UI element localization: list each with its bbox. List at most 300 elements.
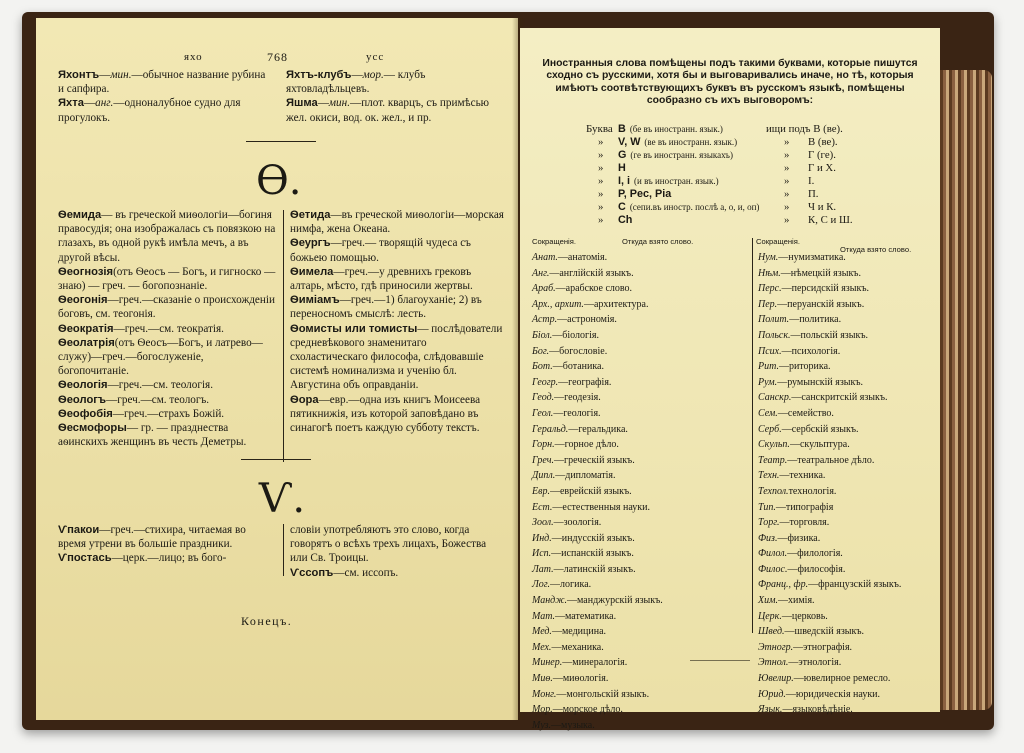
dictionary-entry [58, 378, 276, 392]
abbreviation: Санскр. [758, 392, 792, 404]
abbreviation-row [532, 577, 748, 593]
abbreviation-row [758, 640, 936, 656]
entry-term: Ѳимела [290, 265, 334, 278]
abbreviation: Франц., фр. [758, 579, 809, 591]
abbreviation-meaning: —анатомія. [557, 252, 608, 263]
dictionary-entry: Яхонтъ—мин.—обычное название рубина и сапфира. [58, 69, 266, 96]
dictionary-entry [290, 393, 504, 436]
abbreviation-meaning: —геральдика. [568, 423, 628, 435]
entry-definition: —греч.—стихира, читаемая во время утрени въ большіе праздники. [58, 524, 246, 551]
abbreviation-row [758, 655, 936, 671]
entry-term: Яхта [58, 97, 84, 110]
running-head-left: яхо [184, 51, 203, 63]
abbreviation: Зоол. [532, 517, 554, 529]
abbreviation: Ест. [532, 501, 553, 513]
col-header-abbr: Сокращенія. [532, 237, 576, 246]
latin-letter: P, Pec, Pia [618, 188, 672, 200]
abbreviation-meaning: —этнографія. [793, 641, 853, 653]
dictionary-entry [290, 265, 504, 293]
abbreviation-row [532, 515, 748, 531]
abbreviation: Бот. [532, 361, 553, 373]
abbreviation: Юрид. [758, 688, 786, 700]
abbreviation-row [758, 250, 936, 266]
russian-equivalent: І. [808, 175, 815, 187]
letter-note: (ге въ иностранн. языкахъ) [630, 150, 733, 160]
abbreviation-meaning: —минералогія. [562, 657, 628, 669]
abbreviation: Пер. [758, 298, 778, 310]
abbreviation-meaning: —логика. [550, 579, 592, 591]
entry-term: Ѳора [290, 393, 319, 406]
abbreviation-row [758, 266, 936, 282]
abbreviation: Мед. [532, 626, 552, 638]
abbreviation-meaning: —музыка. [551, 719, 595, 731]
abbreviation-meaning: —санскритскій языкъ. [791, 392, 888, 404]
abbreviation-row [532, 609, 748, 625]
abbreviation: Лог. [532, 579, 551, 591]
russian-equivalent: ищи подъ В (ве). [766, 123, 843, 135]
abbreviation: Нѣм. [758, 267, 781, 279]
abbreviation-row [532, 344, 748, 360]
dictionary-entry [58, 265, 276, 293]
dictionary-entry [58, 322, 276, 336]
entry-term: Ѳетида [290, 209, 331, 221]
page-number: 768 [267, 50, 288, 64]
column-rule [283, 210, 284, 462]
entry-term: Ѵссопъ [290, 566, 334, 579]
entry-term: Ѵпакои [58, 524, 100, 536]
entry-term: Яхонтъ [58, 69, 100, 81]
abbreviation-row [532, 250, 748, 266]
russian-equivalent: Г (ге). [808, 149, 836, 161]
right-page [520, 28, 940, 731]
entry-definition: —евр.—одна изъ книгъ Моисеева пятикнижія, изъ которой заповѣдано въ синагогѣ поетъ каждую субботу текстъ. [290, 393, 481, 435]
abbreviation: Перс. [758, 283, 782, 295]
abbreviation: Рит. [758, 361, 779, 373]
entry-definition: —греч.—сказаніе о происхожденіи боговъ, см. теогонія. [58, 294, 275, 321]
column-rule [283, 524, 284, 576]
abbreviation-meaning: —перуанскій языкъ. [777, 298, 865, 310]
entries-izhitsa-col2 [290, 523, 504, 580]
abbreviation: Рум. [758, 376, 778, 388]
entry-term: Ѳеогнозія [58, 265, 114, 278]
letter-row: » I, i (и въ иностран. язык.) » І. [598, 175, 815, 187]
abbreviation-meaning: —юридическія науки. [785, 688, 881, 700]
dictionary-entry [58, 407, 276, 421]
abbreviation-meaning: —миѳологія. [552, 673, 609, 685]
page-edges [940, 70, 992, 710]
abbreviation-row [532, 297, 748, 313]
abbreviation-meaning: —семейство. [777, 407, 834, 419]
abbreviation-row [532, 531, 748, 547]
abbreviation-row [758, 390, 936, 406]
latin-letter: C [618, 201, 626, 213]
entry-term: Ѳемида [58, 209, 102, 221]
end-mark: Конецъ. [241, 614, 293, 628]
running-head-right: усс [366, 51, 385, 63]
abbreviation-row [758, 468, 936, 484]
abbreviation-row [758, 453, 936, 469]
abbreviation: Муз. [532, 719, 552, 731]
abbreviation: Ювелир. [758, 673, 794, 685]
abbreviation-meaning: —ботаника. [552, 361, 604, 373]
abbreviation-row [532, 655, 748, 671]
abbreviation-meaning: —философія. [787, 563, 846, 575]
page-end-rule [690, 660, 750, 661]
abbreviation: Швед. [758, 626, 785, 638]
letter-note: (ве въ иностранн. язык.) [644, 137, 738, 147]
letters-intro: Буква [586, 123, 613, 135]
abbr-list-col2 [758, 250, 936, 718]
abbreviation: Исп. [532, 548, 552, 560]
abbreviation-meaning: —театральное дѣло. [787, 454, 875, 466]
abbreviation-meaning: —англійскій языкъ. [549, 267, 634, 279]
abbreviation-meaning: —техника. [779, 470, 826, 482]
dictionary-entry [290, 523, 504, 566]
abbreviation: Техн. [758, 470, 780, 482]
entry-definition: — въ греческой миѳологіи—богиня правосудія; она изображалась съ повязкою на глазахъ, въ одной рукѣ имѣла мечъ, а въ другой вѣсы. [58, 209, 276, 264]
abbreviation: Дипл. [532, 470, 556, 482]
entry-definition: (отъ Ѳеосъ — Богъ, и гигноско — знаю) — греч. — богопознаніе. [58, 265, 276, 293]
entry-term: Ѳеократія [58, 322, 114, 335]
abbreviation: Театр. [758, 454, 788, 466]
section-letter-izhitsa: Ѵ. [258, 476, 306, 522]
abbreviation: Греч. [532, 454, 554, 466]
abbreviation-row [532, 390, 748, 406]
abbreviation: Филос. [758, 563, 788, 575]
abbreviation-row [532, 281, 748, 297]
section-divider [246, 141, 316, 142]
dictionary-entry [290, 293, 504, 321]
entry-definition: (отъ Ѳеосъ—Богъ, и латрево—служу)—греч.—богослуженіе, богопочитаніе. [58, 336, 263, 378]
abbreviation-row [758, 515, 936, 531]
entry-definition: —одноналубное судно для прогулокъ. [58, 97, 241, 124]
abbreviation: Араб. [532, 283, 556, 295]
abbreviation-row [532, 562, 748, 578]
abbreviation-meaning: —манджурскій языкъ. [567, 595, 663, 607]
letter-note: (и въ иностран. язык.) [634, 176, 719, 186]
abbreviation: Сем. [758, 407, 778, 419]
abbreviation-meaning: —механика. [551, 641, 604, 653]
abbreviation-row [532, 546, 748, 562]
abbreviation-meaning: —еврейскій языкъ. [549, 485, 632, 497]
entry-definition: —обычное название рубина и сапфира. [58, 69, 266, 96]
abbreviation-row [758, 328, 936, 344]
abbreviation-meaning: —геодезія. [554, 392, 601, 404]
entry-tag: мин. [328, 97, 350, 110]
latin-letter: I, i [618, 175, 630, 187]
entry-term: Ѳомисты или томисты [290, 322, 418, 335]
abbreviation-row [758, 344, 936, 360]
abbreviation-row [532, 422, 748, 438]
abbreviation-row [758, 609, 936, 625]
abbreviation-meaning: —скульптура. [789, 439, 850, 451]
latin-letter: Ch [618, 214, 633, 226]
entry-definition: — клубъ яхтовладѣльцевъ. [286, 69, 426, 96]
abbreviation: Полит. [758, 314, 790, 326]
abbreviation-row [758, 687, 936, 703]
letter-row [618, 123, 928, 136]
abbreviation-row [758, 671, 936, 687]
abbreviation-meaning: —монгольскій языкъ. [556, 688, 650, 700]
abbreviation-meaning: —естественныя науки. [552, 501, 650, 513]
column-rule [752, 238, 753, 633]
entry-term: Ѳиміамъ [290, 294, 340, 307]
abbreviation-meaning: —дипломатія. [555, 470, 616, 482]
abbreviation-meaning: —морское дѣло. [552, 704, 623, 716]
abbreviation-meaning: —шведскій языкъ. [784, 626, 865, 638]
abbreviation: Геральд. [532, 423, 569, 435]
abbreviation-meaning: —типографія [775, 501, 834, 513]
dictionary-entry: Яхтъ-клубъ—мор.— клубъ яхтовладѣльцевъ. [286, 69, 426, 96]
dictionary-entry [58, 336, 276, 379]
abbreviation-row [758, 359, 936, 375]
dictionary-entry: Яшма—мин.—плот. кварцъ, съ примѣсью жел. окиси, вод. ок. жел., и пр. [286, 97, 490, 124]
abbreviation-meaning: —нѣмецкій языкъ. [780, 267, 861, 279]
entry-definition: —греч.— творящій чудеса съ божьею помощью. [290, 237, 471, 264]
letter-row: » C (сепи.въ иностр. послѣ а, о, и, оп) » Ч и К. [598, 201, 837, 213]
entry-definition: —греч.—у древнихъ грековъ алтарь, мѣсто, гдѣ приносили жертвы. [290, 265, 473, 293]
dictionary-entry [58, 208, 276, 265]
abbreviation-meaning: —ювелирное ремесло. [793, 673, 891, 685]
abbreviation-row [758, 577, 936, 593]
abbreviation-meaning: технологія. [788, 485, 837, 497]
entry-tag: мор. [362, 69, 384, 81]
abbreviation: Нум. [758, 252, 779, 263]
dictionary-entry [58, 393, 276, 407]
dictionary-entry [58, 293, 276, 321]
abbreviation-meaning: —астрономія. [557, 314, 617, 326]
letter-note: (бе въ иностранн. язык.) [629, 124, 723, 134]
letter-row: » P, Pec, Pia » П. [598, 188, 819, 200]
abbreviation-meaning: —богословіе. [549, 345, 608, 357]
abbreviation: Мор. [532, 704, 553, 716]
entries-theta-col2 [290, 208, 504, 435]
entries-izhitsa-col1 [58, 523, 276, 566]
abbreviation-row [532, 702, 748, 718]
abbreviation-row [758, 437, 936, 453]
abbreviation-meaning: —психологія. [781, 345, 841, 357]
abbreviation-meaning: —латинскій языкъ. [553, 563, 636, 575]
entry-definition: —въ греческой миѳологіи—морская нимфа, жена Океана. [290, 209, 504, 236]
abbreviation: Горн. [532, 439, 555, 451]
abbreviation-row [532, 375, 748, 391]
abbreviation-meaning: —испанскій языкъ. [551, 548, 634, 560]
abbreviation: Филол. [758, 548, 788, 560]
russian-equivalent: П. [808, 188, 819, 200]
abbreviation: Техпол. [758, 485, 789, 497]
abbreviation: Анат. [532, 252, 558, 263]
abbreviation: Инд. [532, 532, 552, 544]
abbreviation: Геол. [532, 407, 554, 419]
dictionary-entry [290, 208, 504, 236]
entry-definition: —см. иссопъ. [333, 566, 399, 579]
entry-term: Ѳесмофоры [58, 422, 127, 435]
abbreviation-row [758, 593, 936, 609]
abbreviation: Мандж. [532, 595, 568, 607]
abbreviation-meaning: —географія. [558, 376, 612, 388]
abbreviation: Польск. [758, 329, 791, 341]
abbreviation-row [758, 531, 936, 547]
entry-term: Ѳеолатрія [58, 336, 115, 349]
abbreviation-meaning: —медицина. [551, 626, 607, 638]
abbreviation-meaning: —нумизматика. [778, 252, 846, 263]
entry-tag: анг. [95, 97, 114, 110]
abbreviation: Лат. [532, 563, 554, 575]
abbreviation: Мат. [532, 610, 556, 622]
abbreviation-row [758, 281, 936, 297]
col-header-origin-2: Откуда взято слово. [840, 245, 912, 254]
abbreviation-row [532, 687, 748, 703]
russian-equivalent: В (ве). [808, 136, 838, 148]
abbreviation: Торг. [758, 517, 780, 529]
abbreviation-row [758, 375, 936, 391]
abbreviation-meaning: —геологія. [553, 407, 601, 419]
abbreviation-row [532, 593, 748, 609]
abbreviation-meaning: —арабское слово. [555, 283, 633, 295]
dictionary-entry [58, 421, 276, 449]
abbreviation-meaning: —физика. [777, 532, 821, 544]
entry-term: Ѳеологія [58, 379, 108, 392]
russian-equivalent: Ч и К. [808, 201, 837, 213]
abbreviation-meaning: —архитектура. [583, 298, 649, 310]
russian-equivalent: К, С и Ш. [808, 214, 853, 226]
abbreviation-row [758, 702, 936, 718]
abbreviation: Этногр. [758, 641, 794, 653]
abbreviation-row [758, 312, 936, 328]
abbreviation-meaning: —румынскій языкъ. [777, 376, 864, 388]
abbreviation: Мех. [532, 641, 552, 653]
abbreviation-row [758, 500, 936, 516]
entry-definition: словіи употребляютъ это слово, когда говорятъ о всѣхъ трехъ лицахъ, Божества или Св. Троицы. [290, 524, 487, 565]
entry-term: Ѳеологъ [58, 393, 107, 406]
entry-definition: —греч.—страхъ Божій. [112, 407, 225, 420]
entry-definition: —греч.—1) благоуханіе; 2) въ переносномъ смыслѣ: лесть. [290, 294, 482, 321]
abbreviation: Скульп. [758, 439, 790, 451]
abbreviation-row [532, 484, 748, 500]
entry-definition: —греч.—см. теократія. [113, 322, 224, 335]
abbreviation-row [532, 266, 748, 282]
abbreviation: Геод. [532, 392, 555, 404]
abbreviation-row [758, 546, 936, 562]
abbreviation-row [532, 328, 748, 344]
foreign-letters-notice: Иностранныя слова помѣщены подъ такими буквами, которые пишутся сходно съ русскими, хотя бы и выговаривались иначе, но тѣ, которыя имѣютъ соотвѣтствующихъ буквъ въ русскомъ языкѣ, помѣщены сообразно съ ихъ выговоромъ: [542, 58, 918, 107]
dictionary-entry [290, 236, 504, 264]
dictionary-entry [290, 566, 504, 580]
entries-theta-col1 [58, 208, 276, 449]
section-divider [241, 459, 311, 460]
abbreviation-row [532, 624, 748, 640]
letter-row: » H » Г и X. [598, 162, 836, 174]
left-page [36, 18, 518, 720]
dictionary-entry: Яхта—анг.—одноналубное судно для прогулокъ. [58, 97, 241, 124]
letter-row: » G (ге въ иностранн. языкахъ) » Г (ге). [598, 149, 836, 161]
abbreviation: Монг. [532, 688, 557, 700]
abbreviation-row [532, 671, 748, 687]
abbreviation-row [532, 640, 748, 656]
abbreviation: Хим. [758, 595, 778, 607]
entry-tag: мин. [110, 69, 132, 81]
latin-letter: H [618, 162, 626, 174]
latin-letter: B [618, 123, 626, 135]
abbreviation-meaning: —торговля. [779, 517, 830, 529]
entry-definition: —греч.—см. теологъ. [106, 393, 210, 406]
abbreviation: Серб. [758, 423, 782, 435]
entry-term: Ѳеогонія [58, 294, 108, 307]
russian-equivalent: Г и X. [808, 162, 836, 174]
abbreviation: Геогр. [532, 376, 559, 388]
abbreviation-row [532, 453, 748, 469]
abbreviation-row [532, 406, 748, 422]
abbreviation-row [532, 718, 748, 734]
abbreviation-row [532, 500, 748, 516]
abbreviation: Псих. [758, 345, 782, 357]
abbreviation-meaning: —математика. [555, 610, 617, 622]
abbreviation-meaning: —сербскій языкъ. [781, 423, 859, 435]
abbreviation: Минер. [532, 657, 563, 669]
abbreviation-row [758, 484, 936, 500]
abbreviation-meaning: —церковь. [781, 610, 828, 622]
entry-term: Яхтъ-клубъ [286, 69, 352, 81]
abbreviation: Физ. [758, 532, 778, 544]
dictionary-entry [58, 523, 276, 551]
abbreviation: Біол. [532, 329, 553, 341]
abbreviation-row [758, 422, 936, 438]
entry-definition: — гр. — празднества аѳинскихъ женщинъ въ честь Деметры. [58, 422, 247, 449]
abbreviation: Евр. [532, 485, 550, 497]
abbreviation-meaning: —зоологія. [553, 517, 602, 529]
abbreviation: Астр. [532, 314, 558, 326]
abbreviation-row [532, 312, 748, 328]
abbreviation-row [532, 359, 748, 375]
entry-definition: —греч.—см. теологія. [107, 379, 214, 392]
col-header-origin: Откуда взято слово. [622, 237, 694, 246]
letter-note: (сепи.въ иностр. послѣ а, о, и, оп) [629, 202, 760, 212]
abbreviation-meaning: —греческій языкъ. [554, 454, 635, 466]
abbreviation-row [532, 437, 748, 453]
abbreviation-meaning: —горное дѣло. [554, 439, 619, 451]
abbreviation-meaning: —филологія. [787, 548, 843, 560]
latin-letter: G [618, 149, 627, 161]
abbreviation-meaning: —этнологія. [788, 657, 842, 669]
entry-definition: — послѣдователи средневѣкового знаменитаго схоластическаго философа, слѣдовавшіе системѣ номинализма и ученію бл. Августина объ оправданіи. [290, 322, 503, 392]
entry-definition: —церк.—лицо; въ бого- [111, 552, 227, 565]
abbreviation-row [758, 562, 936, 578]
abbreviation: Миѳ. [532, 673, 553, 685]
abbreviation: Бог. [532, 345, 550, 357]
abbreviation-meaning: —индусскій языкъ. [551, 532, 635, 544]
entry-term: Яшма [286, 97, 318, 110]
dictionary-entry [290, 322, 504, 393]
dictionary-entry [58, 551, 276, 565]
entry-term: Ѵпостась [58, 552, 112, 565]
abbreviation: Язык. [758, 704, 783, 716]
entry-term: Ѳеургъ [290, 237, 331, 250]
abbreviation-meaning: —персидскій языкъ. [781, 283, 870, 295]
abbreviation-row [758, 297, 936, 313]
abbreviation-meaning: —біологія. [552, 329, 600, 341]
letter-row: » Ch » К, С и Ш. [598, 214, 853, 226]
entries-ya-col1 [58, 68, 268, 125]
abbreviation: Арх., архит. [532, 298, 584, 310]
letter-row: » V, W (ве въ иностранн. язык.) » В (ве). [598, 136, 838, 148]
entries-ya-col2 [286, 68, 501, 125]
abbreviation-meaning: —польскій языкъ. [790, 329, 868, 341]
abbreviation: Тип. [758, 501, 776, 513]
entry-term: Ѳеофобія [58, 407, 113, 420]
abbreviation-meaning: —риторика. [778, 361, 831, 373]
section-letter-theta: Ѳ. [256, 158, 302, 204]
abbreviation-row [758, 406, 936, 422]
